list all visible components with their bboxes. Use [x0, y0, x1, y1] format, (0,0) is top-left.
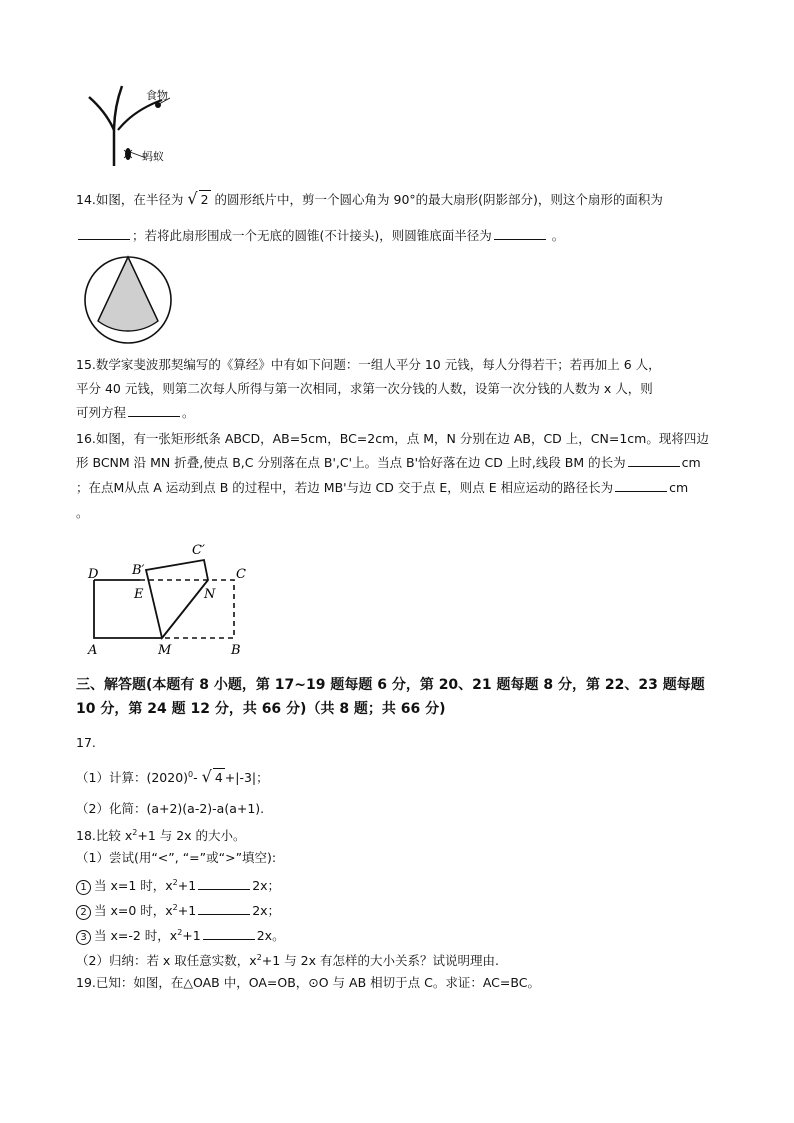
q17-part1	[76, 766, 269, 787]
section-3-heading-line1: 三、解答题(本题有 8 小题，第 17~19 题每题 6 分，第 20、21 题每题 8 分，第 22、23 题每题	[76, 677, 705, 693]
q14-text-a: 14.如图，在半径为	[76, 192, 184, 207]
q18-title	[76, 824, 246, 845]
q16-line4: 。	[76, 505, 89, 520]
ant-label: 蚂蚁	[142, 150, 164, 163]
q19-text: 19.已知：如图，在△OAB 中，OA=OB，⊙O 与 AB 相切于点 C。求证：AC=BC。	[76, 975, 540, 990]
q18-i3-c: 2x。	[256, 928, 285, 944]
q16-text-b: ；在点M从点 A 运动到点 B 的过程中，若边 MB'与边 CD 交于点 E，则点 E 相应运动的路径长为	[76, 480, 614, 495]
circle-sector-figure	[78, 255, 178, 345]
q16-blank-1[interactable]	[628, 454, 680, 467]
q14-line2	[76, 227, 564, 245]
q18-blank-3[interactable]	[203, 927, 255, 940]
q16-text-a: 形 BCNM 沿 MN 折叠,使点 B,C 分别落在点 B',C'上。当点 B'恰好落在边 CD 上时,线段 BM 的长为	[76, 455, 626, 470]
q17-sqrt-value: 4	[214, 770, 223, 786]
q15-text: 可列方程	[76, 405, 127, 420]
q18-p2-sup: 2	[256, 953, 262, 962]
label-B-prime: B′	[132, 563, 145, 578]
circled-number-3: 3	[76, 930, 91, 945]
q18-i2-sup: 2	[172, 903, 178, 912]
q18-i2-a: 当 x=0 时，x	[94, 903, 173, 919]
q17-p1-text: （1）计算：(2020)	[76, 770, 189, 786]
q18-part2	[76, 949, 499, 970]
q17-minus: -	[193, 770, 198, 786]
q18-title-b: +1 与 2x 的大小。	[137, 828, 246, 844]
sqrt-symbol: √	[187, 189, 198, 208]
q14-blank-2[interactable]	[494, 227, 546, 240]
q18-part1: （1）尝试(用“<”, “=”或“>”填空):	[76, 850, 277, 865]
plant-ant-figure	[84, 80, 194, 170]
q18-i2-c: 2x；	[252, 903, 281, 919]
circled-number-2: 2	[76, 905, 91, 920]
label-B: B	[231, 643, 241, 658]
q18-i3-sup: 2	[177, 928, 183, 937]
q18-item-2	[76, 899, 280, 920]
q18-i1-b: +1	[177, 878, 197, 894]
label-E: E	[134, 587, 144, 602]
q18-item-3	[76, 924, 285, 945]
q14-text-b: 的圆形纸片中，剪一个圆心角为 90°的最大扇形(阴影部分)，则这个扇形的面积为	[214, 192, 663, 207]
q14-sqrt-value: 2	[200, 192, 209, 207]
q14-line1	[76, 190, 663, 209]
q15-blank[interactable]	[128, 404, 180, 417]
q17-part2: （2）化简：(a+2)(a-2)-a(a+1).	[76, 801, 265, 816]
sqrt-symbol-2: √	[201, 767, 212, 787]
q18-blank-1[interactable]	[198, 877, 250, 890]
q15-end: 。	[182, 405, 195, 420]
label-A: A	[88, 643, 98, 658]
q16-line2	[76, 454, 701, 472]
q18-i3-a: 当 x=-2 时，x	[94, 928, 178, 944]
q16-line1: 16.如图，有一张矩形纸条 ABCD，AB=5cm，BC=2cm，点 M，N 分别在边 AB，CD 上，CN=1cm。现将四边	[76, 431, 709, 446]
q18-i1-sup: 2	[172, 878, 178, 887]
q18-i1-c: 2x；	[252, 878, 281, 894]
label-D: D	[88, 567, 99, 582]
q15-line3	[76, 404, 195, 422]
q16-blank-2[interactable]	[615, 479, 667, 492]
q17-p1-tail: +|-3|；	[224, 770, 269, 786]
q18-p2-a: （2）归纳：若 x 取任意实数，x	[76, 953, 257, 969]
label-N: N	[204, 587, 216, 602]
q18-item-1	[76, 874, 280, 895]
q15-line2: 平分 40 元钱，则第二次每人所得与第一次相同，求第一次分钱的人数，设第一次分钱的人数为 x 人，则	[76, 381, 653, 396]
q15-line1: 15.数学家斐波那契编写的《算经》中有如下问题：一组人平分 10 元钱，每人分得若干；若再加上 6 人，	[76, 357, 661, 372]
q18-i1-a: 当 x=1 时，x	[94, 878, 173, 894]
folded-rectangle-figure	[84, 540, 254, 660]
label-M: M	[158, 643, 172, 658]
q18-blank-2[interactable]	[198, 902, 250, 915]
label-C-prime: C′	[192, 543, 205, 558]
food-label: 食物	[146, 89, 168, 102]
q14-end: 。	[551, 228, 565, 243]
section-3-heading-line2: 10 分，第 24 题 12 分，共 66 分)（共 8 题；共 66 分)	[76, 701, 446, 717]
q16-line3	[76, 479, 688, 497]
q14-text-c: ；若将此扇形围成一个无底的圆锥(不计接头)，则圆锥底面半径为	[132, 228, 492, 243]
q18-title-a: 18.比较 x	[76, 828, 133, 844]
q18-i2-b: +1	[177, 903, 197, 919]
circled-number-1: 1	[76, 880, 91, 895]
q17-number: 17.	[76, 735, 96, 750]
q18-p2-b: +1 与 2x 有怎样的大小关系？试说明理由.	[261, 953, 499, 969]
label-C: C	[236, 567, 246, 582]
q16-unit-2: cm	[669, 480, 689, 495]
q16-unit-1: cm	[681, 455, 701, 470]
q17-exponent: 0	[188, 770, 194, 779]
q18-title-sup: 2	[132, 828, 138, 837]
q18-i3-b: +1	[182, 928, 201, 944]
q14-blank-1[interactable]	[78, 227, 130, 240]
